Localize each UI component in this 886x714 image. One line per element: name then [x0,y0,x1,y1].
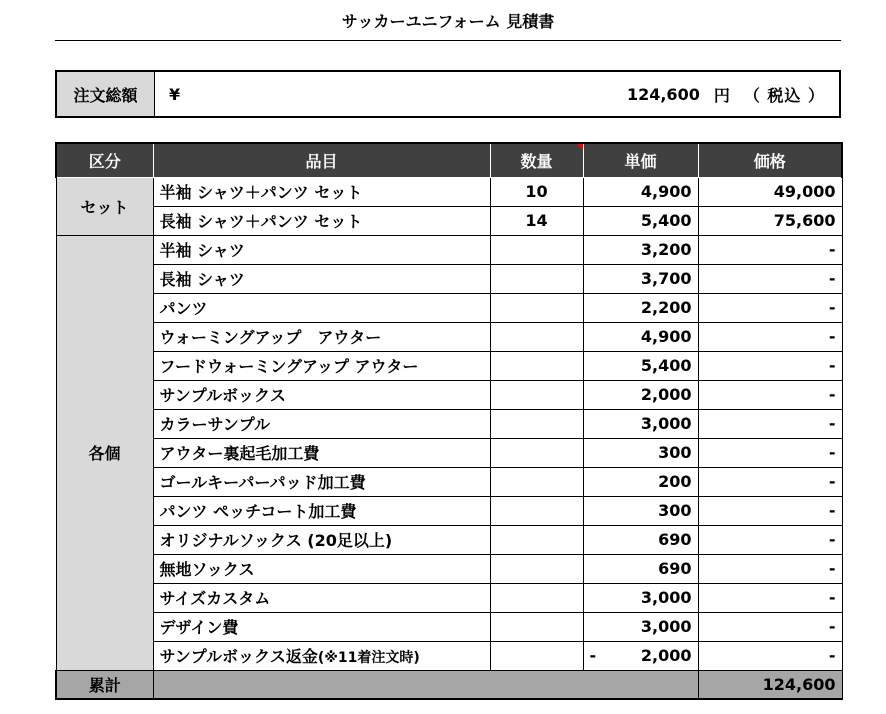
table-row [56,264,842,293]
table-row [56,293,842,322]
table-row [56,235,842,264]
table-row [56,641,842,670]
item-cell[interactable]: ウォーミングアップ アウター [153,322,490,351]
price-cell[interactable]: - [698,380,842,409]
group-label-individual: 各個 [56,235,153,670]
item-cell[interactable]: 長袖 シャツ＋パンツ セット [153,206,490,235]
unit-price-cell[interactable]: 300 [583,496,698,525]
total-label: 累計 [56,670,153,699]
order-total-box [55,70,841,118]
price-cell[interactable]: 49,000 [698,177,842,206]
item-cell[interactable]: 半袖 シャツ [153,235,490,264]
qty-cell[interactable] [490,554,583,583]
table-row [56,583,842,612]
item-cell[interactable]: フードウォーミングアップ アウター [153,351,490,380]
unit-price-cell[interactable]: 3,700 [583,264,698,293]
unit-price-cell[interactable]: 200 [583,467,698,496]
qty-cell[interactable] [490,409,583,438]
header-unit-price: 単価 [583,143,698,177]
price-cell[interactable]: - [698,612,842,641]
title-divider [55,40,841,41]
tax-included-note: （ 税込 ） [743,85,825,105]
table-row [56,409,842,438]
header-category: 区分 [56,143,153,177]
group-label-set: セット [56,177,153,235]
item-cell[interactable]: パンツ ペッチコート加工費 [153,496,490,525]
table-row [56,177,842,206]
table-header-row [56,143,842,177]
qty-cell[interactable] [490,612,583,641]
price-cell[interactable]: - [698,583,842,612]
qty-cell[interactable]: 14 [490,206,583,235]
qty-cell[interactable] [490,583,583,612]
unit-price-cell[interactable]: 4,900 [583,177,698,206]
price-cell[interactable]: - [698,264,842,293]
currency-unit: 円 [713,85,730,105]
item-cell[interactable]: パンツ [153,293,490,322]
item-cell[interactable]: デザイン費 [153,612,490,641]
table-row [56,380,842,409]
qty-cell[interactable]: 10 [490,177,583,206]
unit-price-cell[interactable]: 5,400 [583,206,698,235]
qty-cell[interactable] [490,641,583,670]
qty-cell[interactable] [490,293,583,322]
qty-cell[interactable] [490,467,583,496]
minus-sign: - [589,646,597,665]
qty-cell[interactable] [490,351,583,380]
order-total-label: 注文総額 [57,72,155,116]
unit-price-cell[interactable] [583,641,698,670]
price-cell[interactable]: - [698,641,842,670]
qty-cell[interactable] [490,438,583,467]
price-cell[interactable]: - [698,467,842,496]
quote-table [55,142,843,700]
price-cell[interactable]: - [698,235,842,264]
qty-cell[interactable] [490,322,583,351]
table-row [56,438,842,467]
unit-price-cell[interactable]: 4,900 [583,322,698,351]
unit-price-cell[interactable]: 2,000 [583,380,698,409]
item-cell[interactable] [153,641,490,670]
table-row [56,351,842,380]
unit-price-cell[interactable]: 3,200 [583,235,698,264]
price-cell[interactable]: - [698,322,842,351]
unit-price-cell[interactable]: 3,000 [583,612,698,641]
header-qty [490,143,583,177]
table-row [56,206,842,235]
page-title: サッカーユニフォーム 見積書 [341,12,555,31]
currency-symbol: ¥ [169,84,181,104]
item-cell[interactable]: カラーサンプル [153,409,490,438]
price-cell[interactable]: - [698,293,842,322]
item-cell[interactable]: ゴールキーパーパッド加工費 [153,467,490,496]
qty-cell[interactable] [490,235,583,264]
price-cell[interactable]: - [698,351,842,380]
qty-cell[interactable] [490,264,583,293]
unit-price-cell[interactable]: 2,200 [583,293,698,322]
item-cell[interactable]: サイズカスタム [153,583,490,612]
table-row [56,322,842,351]
total-row [56,670,842,699]
unit-price-value: 2,000 [640,646,692,665]
table-row [56,554,842,583]
header-item: 品目 [153,143,490,177]
qty-cell[interactable] [490,380,583,409]
table-row [56,612,842,641]
price-cell[interactable]: - [698,525,842,554]
price-cell[interactable]: - [698,496,842,525]
item-label: サンプルボックス返金 [159,647,318,666]
total-price: 124,600 [698,670,842,699]
table-row [56,496,842,525]
order-total-amount-cell [229,72,839,116]
item-cell[interactable]: 無地ソックス [153,554,490,583]
table-row [56,525,842,554]
header-qty-label: 数量 [520,151,553,171]
unit-price-cell[interactable]: 5,400 [583,351,698,380]
price-cell[interactable]: - [698,438,842,467]
qty-cell[interactable] [490,496,583,525]
item-cell[interactable]: アウター裏起毛加工費 [153,438,490,467]
table-row [56,467,842,496]
price-cell[interactable]: - [698,409,842,438]
item-cell[interactable]: オリジナルソックス (20足以上) [153,525,490,554]
price-cell[interactable]: 75,600 [698,206,842,235]
unit-price-cell[interactable]: 690 [583,554,698,583]
item-cell[interactable]: 半袖 シャツ＋パンツ セット [153,177,490,206]
comment-marker-icon [577,144,583,150]
item-cell[interactable]: 長袖 シャツ [153,264,490,293]
unit-price-cell[interactable]: 300 [583,438,698,467]
price-cell[interactable]: - [698,554,842,583]
unit-price-cell[interactable]: 690 [583,525,698,554]
qty-cell[interactable] [490,525,583,554]
header-price: 価格 [698,143,842,177]
unit-price-cell[interactable]: 3,000 [583,409,698,438]
total-spacer [153,670,698,699]
unit-price-cell[interactable]: 3,000 [583,583,698,612]
item-cell[interactable]: サンプルボックス [153,380,490,409]
item-note: (※11着注文時) [317,650,420,666]
order-total-amount: 124,600 [626,84,700,104]
